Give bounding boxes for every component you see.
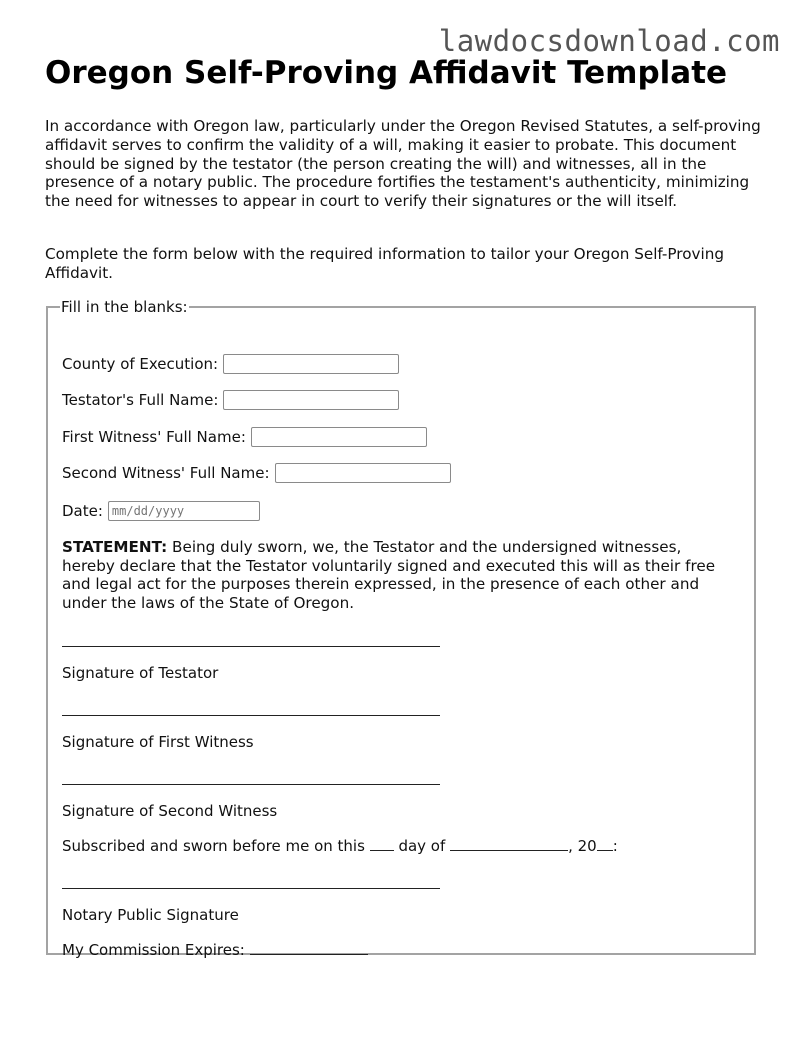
statement-text: Being duly sworn, we, the Testator and the undersigned witnesses, hereby declare that the Testator voluntarily signed and executed this will as their free and legal act for the purposes therein expressed, in the presence of each other and under the laws of the State of Oregon. (62, 538, 716, 612)
instructions-paragraph: Complete the form below with the required information to tailor your Oregon Self-Proving Affidavit. (45, 245, 724, 282)
intro-paragraph: In accordance with Oregon law, particularly under the Oregon Revised Statutes, a self-proving affidavit serves to confirm the validity of a will, making it easier to probate. This document should be signed by the testator (the person creating the will) and witnesses, all in the presence of a notary public. The procedure fortifies the testament's authenticity, minimizing the need for witnesses to appear in court to verify their signatures or the will itself. (45, 117, 761, 211)
testator-signature-label: Signature of Testator (62, 664, 219, 682)
fill-in-form (46, 298, 756, 959)
first-witness-signature-line (62, 715, 440, 716)
second-witness-signature-label: Signature of Second Witness (62, 802, 278, 820)
county-row (62, 354, 399, 374)
statement-heading: STATEMENT: (62, 538, 168, 556)
first-witness-label: First Witness' Full Name: (62, 428, 246, 446)
county-input[interactable] (223, 354, 399, 374)
commission-expires-line (62, 941, 368, 959)
page-title: Oregon Self-Proving Affidavit Template (45, 55, 728, 91)
first-witness-row (62, 427, 427, 447)
form-legend: Fill in the blanks: (61, 298, 188, 316)
county-label: County of Execution: (62, 355, 219, 373)
notary-signature-label: Notary Public Signature (62, 906, 239, 924)
watermark: lawdocsdownload.com (438, 24, 780, 58)
subscribed-end-text: : (612, 837, 618, 855)
subscribed-before-text: Subscribed and sworn before me on this (62, 837, 365, 855)
date-row (62, 501, 260, 521)
day-blank (370, 849, 394, 851)
second-witness-signature-line (62, 784, 440, 785)
date-input[interactable] (108, 501, 260, 521)
first-witness-name-input[interactable] (251, 427, 427, 447)
testator-row (62, 390, 399, 410)
testator-signature-line (62, 646, 440, 647)
testator-label: Testator's Full Name: (62, 391, 219, 409)
notary-signature-line (62, 888, 440, 889)
date-label: Date: (62, 502, 103, 520)
testator-name-input[interactable] (223, 390, 399, 410)
commission-label: My Commission Expires: (62, 941, 245, 959)
subscribed-sworn-line (62, 837, 618, 855)
day-of-text: day of (398, 837, 446, 855)
month-blank (450, 849, 568, 851)
year-blank (597, 849, 613, 851)
statement-paragraph (62, 538, 734, 612)
year-prefix-text: , 20 (568, 837, 597, 855)
second-witness-name-input[interactable] (275, 463, 451, 483)
first-witness-signature-label: Signature of First Witness (62, 733, 254, 751)
second-witness-label: Second Witness' Full Name: (62, 464, 270, 482)
commission-date-blank (250, 953, 368, 955)
second-witness-row (62, 463, 451, 483)
